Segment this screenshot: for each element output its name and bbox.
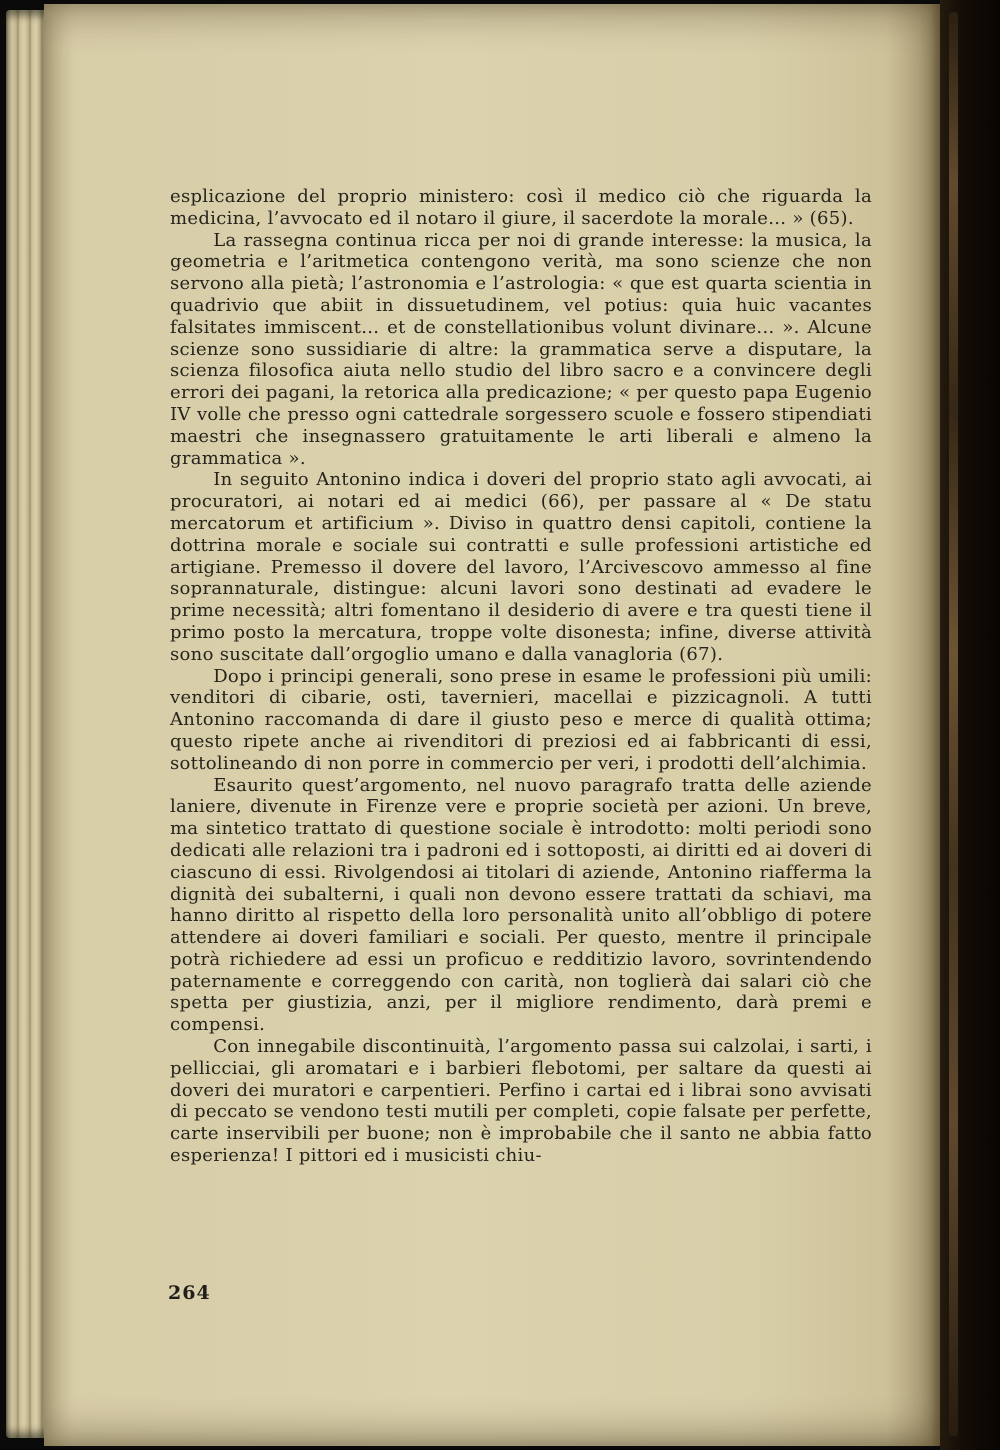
paragraph: La rassegna continua ricca per noi di grande interesse: la musica, la geometria e l’aritmetica contengono verità, ma sono scienze che non servono alla pietà; l’astronomia e l’astrologia: « que est quarta scientia in quadrivio que abiit in dissuetudinem, vel potius: quia huic vacantes falsitates immiscent... et de constellationibus volunt divinare... ». Alcune scienze sono sussidiarie di altre: la grammatica serve a disputare, la scienza filosofica aiuta nello studio del libro sacro e a convincere degli errori dei pagani, la retorica alla predicazione; « per questo papa Eugenio IV volle che presso ogni cattedrale sorgessero scuole e fossero stipendiati maestri che insegnassero gratuitamente le arti liberali e almeno la grammatica ». <box>170 229 872 469</box>
paragraph: In seguito Antonino indica i doveri del proprio stato agli avvocati, ai procuratori, ai notari ed ai medici (66), per passare al « De statu mercatorum et artificium ». Diviso in quattro densi capitoli, contiene la dottrina morale e sociale sui contratti e sulle professioni artistiche ed artigiane. Premesso il dovere del lavoro, l’Arcivescovo ammesso al fine soprannaturale, distingue: alcuni lavori sono destinati ad evadere le prime necessità; altri fomentano il desiderio di avere e tra questi tiene il primo posto la mercatura, troppe volte disonesta; infine, diverse attività sono suscitate dall’orgoglio umano e dalla vanagloria (67). <box>170 469 872 665</box>
book-page <box>44 4 940 1446</box>
page-text <box>170 186 872 1167</box>
paragraph: Con innegabile discontinuità, l’argomento passa sui calzolai, i sarti, i pellicciai, gli aromatari e i barbieri flebotomi, per saltare da questi ai doveri dei muratori e carpentieri. Perfino i cartai ed i librai sono avvisati di peccato se vendono testi mutili per completi, copie falsate per perfette, carte inservibili per buone; non è improbabile che il santo ne abbia fatto esperienza! I pittori ed i musicisti chiu- <box>170 1036 872 1167</box>
next-page-edge <box>949 12 958 1436</box>
paragraph: Esaurito quest’argomento, nel nuovo paragrafo tratta delle aziende laniere, divenute in Firenze vere e proprie società per azioni. Un breve, ma sintetico trattato di questione sociale è introdotto: molti periodi sono dedicati alle relazioni tra i padroni ed i sottoposti, ai diritti ed ai doveri di ciascuno di essi. Rivolgendosi ai titolari di aziende, Antonino riafferma la dignità dei subalterni, i quali non devono essere trattati da schiavi, ma hanno diritto al rispetto della loro personalità unito all’obbligo di potere attendere ai doveri familiari e sociali. Per questo, mentre il principale potrà richiedere ad essi un proficuo e redditizio lavoro, sovrintendendo paternamente e correggendo con carità, non toglierà dai salari ciò che spetta per giustizia, anzi, per il migliore rendimento, darà premi e compensi. <box>170 774 872 1036</box>
book-gutter-shadow <box>940 0 1000 1450</box>
page-number: 264 <box>168 1282 211 1304</box>
paragraph: esplicazione del proprio ministero: così il medico ciò che riguarda la medicina, l’avvocato ed il notaro il giure, il sacerdote la morale... » (65). <box>170 186 872 229</box>
paragraph: Dopo i principi generali, sono prese in esame le professioni più umili: venditori di cibarie, osti, tavernieri, macellai e pizzicagnoli. A tutti Antonino raccomanda di dare il giusto peso e merce di qualità ottima; questo ripete anche ai rivenditori di preziosi ed ai fabbricanti di essi, sottolineando di non porre in commercio per veri, i prodotti dell’alchimia. <box>170 665 872 774</box>
page-edge-stack <box>6 10 46 1438</box>
